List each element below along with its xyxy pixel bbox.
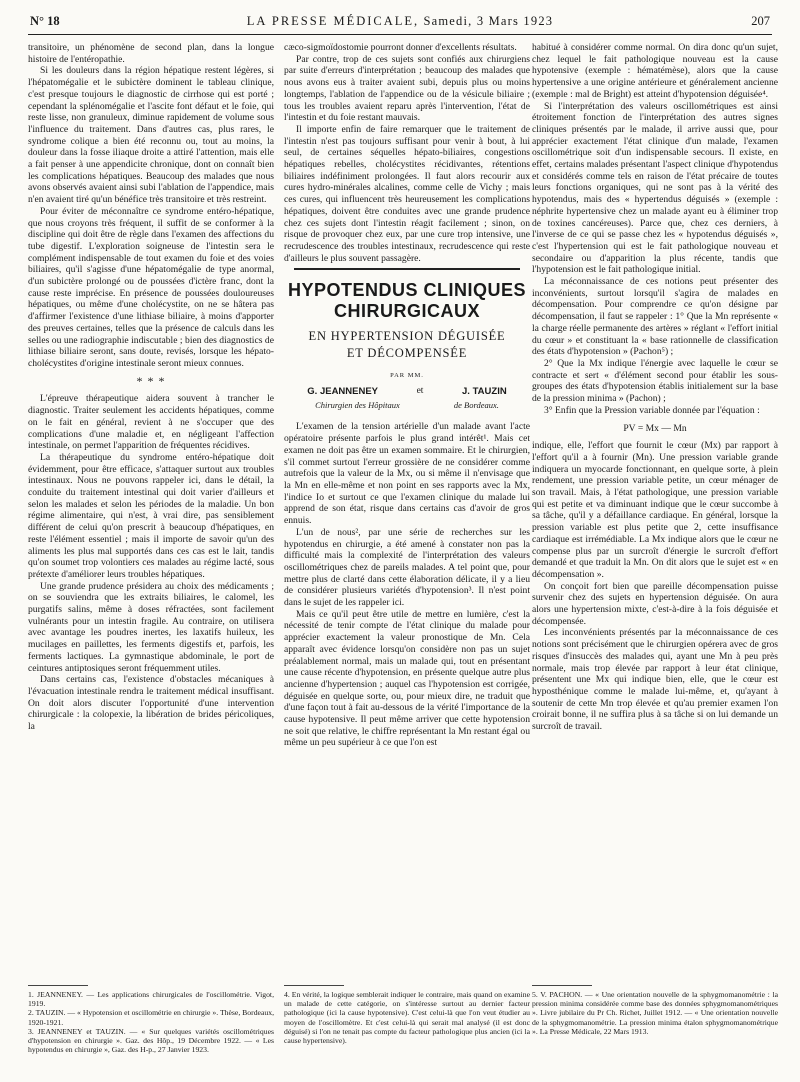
paragraph: 3° Enfin que la Pression variable donnée par l'équation :: [544, 404, 760, 416]
paragraph: L'un de nous², par une série de recherches sur les hypotendus en chirurgie, a été amené à constater non pas la difficulté mais la complexité de l'interprétation des valeurs oscillométriques chez de pareils malades. A tel point que, pour mettre plus de clarté dans cette élaboration délicate, il y a lieu de considérer plusieurs variétés d'hypotension³. Il n'est point dans le sujet de les rappeler ici.: [284, 526, 530, 609]
journal-running-title: [28, 10, 772, 32]
footnotes-middle: [284, 985, 530, 1075]
footnote: 1. JEANNENEY. — Les applications chirurgicales de l'oscillométrie. Vigot, 1919.: [28, 990, 274, 1009]
paragraph: On conçoit fort bien que pareille décompensation puisse survenir chez des sujets en hypertension déguisée. On aura alors une hypertension mixte, c'est-à-dire à la fois déguisée et décompensée.: [532, 580, 778, 627]
footnotes-right: [532, 985, 778, 1075]
column-left: [28, 42, 274, 982]
affiliation: de Bordeaux.: [453, 399, 499, 410]
paragraph: Si les douleurs dans la région hépatique restent légères, si l'hépatomégalie et le subictère dominent le tableau clinique, c'est presque toujours le diagnostic de cirrhose qui est porté ; cependant la splénomégalie et l'ascite font défaut et le foie, qui reste lisse, non granuleux, diminue rapidement de volume sous l'influence du traitement. Dans d'autres cas, plus rares, le syndrome colique a bien été reconnu ou, tout au moins, la douleur dans la fosse iliaque droite a attiré l'attention, mais elle a fait penser à une appendicite chronique, dont on connaît bien les complications hépatiques. Beaucoup des malades que nous avons observés avaient ainsi subi l'ablation de l'appendice, mais n'en avaient tiré qu'un bénéfice très transitoire et très restreint.: [28, 65, 274, 206]
paragraph: Dans certains cas, l'existence d'obstacles mécaniques à l'évacuation intestinale rendra le traitement médical insuffisant. On doit alors discuter l'opportunité d'une intervention chirurgicale : la colopexie, la libération de brides péricoliques, la: [28, 674, 274, 733]
subtitle-line: EN HYPERTENSION DÉGUISÉE: [308, 329, 506, 344]
paragraph: 2° Que la Mx indique l'énergie avec laquelle le cœur se contracte et sert « d'élément second pour établir les sous-groupes des états d'hypotension établis initialement sur la base de la pression minima » (Pachon) ;: [532, 357, 778, 405]
paragraph: Les inconvénients présentés par la méconnaissance de ces notions sont précisément que le chirurgien opérera avec de gros risques d'insuccès des malades qui, ayant une Mn à peu près normale, mais trop élevée par rapport à leur état clinique, présentent une Mx qui indique bien, elle, que le cœur est hyposthénique comme le malade lui-même, et, qu'ayant à soutenir de cette Mn trop élevée et qu'au premier examen l'on croirait bonne, il ne suffira plus à sa tâche si on lui demande un surcroît de travail.: [532, 627, 778, 733]
paragraph: Si l'interprétation des valeurs oscillométriques est ainsi étroitement fonction de l'interprétation des autres signes cliniques présentés par le malade, il arrive aussi que, pour apprécier exactement l'état clinique d'un malade, l'examen oscillométrique soit d'un indispensable secours. Il existe, en effet, certains malades présentant l'aspect clinique d'hypotendus et considérés comme tels en raison de l'état précaire de toutes leurs fonctions organiques, qui ne sont pas à la vérité des hypotendus, mais des « hypertendus déguisés » (exemple : néphrite hypertensive chez un malade ayant eu à éliminer trop de toxines cancéreuses). Parce que, chez ces derniers, à l'inverse de ce qui se passe chez les « hypotendus déguisés », c'est l'hypertension qui est le fait pathologique nouveau et secondaire ou d'apparition la plus récente, tandis que l'hypotension est le fait pathologique initial.: [532, 100, 778, 276]
paragraph: Mais ce qu'il peut être utile de mettre en lumière, c'est la nécessité de tenir compte de l'état clinique du malade pour apprécier exactement la valeur pronostique de Mn. Cela apparaît avec évidence lorsqu'on considère non pas un sujet préalablement normal, mais un malade qui, tout en présentant une cause récente d'hypotension, en présente quelque autre plus ancienne d'hypertension ; auquel cas l'hypotension est corrigée, déguisée en quelque sorte, ou, pour mieux dire, ne traduit que d'une façon tout à fait au-dessous de la vérité l'importance de la cause hypotensive. Il peut même arriver que cette hypotension ne soit que relative, le chiffre représentant la Mn restant égal ou même un peu supérieur à ce que l'on est: [284, 608, 530, 749]
footnote-rule: [28, 985, 88, 986]
subtitle-line: ET DÉCOMPENSÉE: [346, 346, 468, 361]
paragraph: L'examen de la tension artérielle d'un malade avant l'acte opératoire présente parfois le plus grand intérêt¹. Mais cet examen ne doit pas être un examen sommaire. Et le chirurgien, s'il commet surtout l'erreur grossière de ne considérer comme autrefois que la valeur de la Mx, ou si même il n'envisage que la Mn en elle-même et non point en ses rapports avec la Mx, l'indice Io et surtout ce que l'examen clinique du malade lui apprend de son état, risque dans certains cas d'avoir de gros ennuis.: [284, 421, 530, 527]
footnote-rule: [284, 985, 344, 986]
issue-date: Samedi, 3 Mars 1923: [423, 14, 554, 28]
article-subtitle: [284, 328, 530, 362]
affiliations: [288, 400, 526, 412]
paragraph: Pour éviter de méconnaître ce syndrome entéro-hépatique, que nous croyons très fréquent, il suffit de se conformer à la discipline qui doit être de règle dans l'examen des affections du tube digestif. L'exploration soigneuse de l'intestin sera le complément indispensable de tout examen du foie et des voies biliaires, qu'il s'agisse d'une hépatomégalie de type anormal, d'un subictère prolongé ou de poussées d'ictère franc, dont la cause reste imprécise. En présence de poussées douloureuses hépatiques, ou même d'une cholécystite, on ne se hâtera pas d'affirmer l'existence d'une lithiase biliaire, à moins d'apporter des preuves certaines, telles que la présence de calculs dans les selles ou une radiographie indiscutable ; bien des diagnostics de lithiase biliaire seront, sans doute, revisés, lorsque les hépato-cholécystites d'origine intestinale seront mieux connues.: [28, 205, 274, 369]
issue-number: N° 18: [30, 14, 60, 28]
paragraph: transitoire, un phénomène de second plan, dans la longue histoire de l'entéropathie.: [28, 42, 274, 65]
byline-par: PAR MM.: [390, 372, 424, 380]
affiliation: Chirurgien des Hôpitaux: [315, 399, 400, 410]
authors: [288, 386, 526, 398]
footnote: 3. JEANNENEY et TAUZIN. — « Sur quelques variétés oscillométriques d'hypotension en chirurgie ». Gaz. des Hôp., 19 Décembre 1922. — « Les hypotendus en chirurgie », Gaz. des H-p., 27 Janvier 1923.: [28, 1026, 274, 1055]
paragraph: Il importe enfin de faire remarquer que le traitement de l'intestin n'est pas toujours suffisant pour venir à bout, à lui seul, de certaines séquelles hépato-biliaires, congestions hépatiques rebelles, cholécystites récidivantes, rétentions biliaires indéfiniment prolongées. Il faut alors recourir aux cures hydro-minérales alcalines, comme celle de Vichy ; mais ces cures, qui influencent très heureusement les complications hépatiques, doivent être conduites avec une grande prudence chez ces sujets dont l'intestin réagit facilement ; sinon, on risque de provoquer chez eux, par une cure trop intensive, une recrudescence des troubles intestinaux, recrudescence qui reste d'ailleurs le plus souvent passagère.: [284, 123, 530, 264]
author-conjunction: et: [416, 386, 424, 397]
section-separator: * * *: [136, 373, 166, 388]
page-number: 207: [751, 14, 770, 28]
footnotes-left: [28, 985, 274, 1075]
paragraph: La thérapeutique du syndrome entéro-hépatique doit évidemment, pour être efficace, s'attaquer surtout aux troubles intestinaux. Nous ne pouvons rappeler ici, dans le détail, la conduite du traitement intestinal qui doit varier d'ailleurs et selon les malades et selon les périodes de la maladie. Un bon régime alimentaire, qui n'est, à vrai dire, pas sensiblement différent de celui qu'on prescrit à beaucoup d'hépatiques, en reste l'élément essentiel ; mais il importe de savoir qu'un des aliments les plus mal supportés dans ces cas est le lait, tandis qu'on soumet trop volontiers ces malades au régime lacté, sous prétexte d'améliorer leurs troubles hépatiques.: [28, 451, 274, 580]
journal-name: LA PRESSE MÉDICALE,: [246, 14, 420, 28]
paragraph: Une grande prudence présidera au choix des médicaments ; on se souviendra que les extraits biliaires, le calomel, les purgatifs salins, même à doses réfractées, sont facilement vulnérants pour un intestin fragile. Au contraire, on utilisera avec avantage les poudres inertes, les laxatifs huileux, les mucilages en paillettes, les ferments digestifs et, parfois, les ferments lactiques. La gymnastique abdominale, le port de ceintures antiptosiques seront fréquemment utiles.: [28, 580, 274, 674]
paragraph: Par contre, trop de ces sujets sont confiés aux chirurgiens par suite d'erreurs d'interprétation ; beaucoup des malades que nous avons eus à traiter avaient subi, depuis plus ou moins longtemps, l'ablation de l'appendice ou de la vésicule biliaire ; tous les troubles avaient reparu après l'intervention, l'état de l'intestin et du foie restant mauvais.: [284, 53, 530, 124]
column-middle: [284, 42, 530, 982]
footnote: 2. TAUZIN. — « Hypotension et oscillométrie en chirurgie ». Thèse, Bordeaux, 1920-1921.: [28, 1008, 274, 1027]
equation: PV = Mx — Mn: [623, 422, 687, 434]
paragraph: indique, elle, l'effort que fournit le cœur (Mx) par rapport à l'effort qu'il a à fournir (Mn). Une pression variable grande indiquera un myocarde fonctionnant, en quelque sorte, à plein rendement, une pression variable petite, un cœur ménager de son travail. Mais, à l'état pathologique, une pression variable qui est petite et va diminuant indique que le cœur succombe à sa tâche, qu'il y a défaillance cardiaque. En général, lorsque la pression variable est plus petite que 2, cette insuffisance cardiaque est irrémédiable. La Mx indique alors que le cœur ne compense plus par un surcroît d'énergie le surcroît d'effort demandé et que traduit la Mn. On dit alors que le sujet est « en décompensation ».: [532, 440, 778, 580]
author-name: J. TAUZIN: [462, 386, 507, 398]
article-divider: [294, 268, 520, 270]
paragraph: La méconnaissance de ces notions peut présenter des inconvénients, surtout lorsqu'il s'agira de malades en décompensation. Pour comprendre ce qu'on désigne par décompensation, il faut se rappeler : 1° Que la Mn représente « la charge réelle permanente des artères » réglant « l'effort initial du cœur » et constituant la « base rationnelle de classification des états d'hypotension » (Pachon⁵) ;: [532, 276, 778, 358]
footnote: 4. En vérité, la logique semblerait indiquer le contraire, mais quand on examine un malade de cette catégorie, on s'intéresse surtout au dernier facteur pathologique (ici la cause hypotensive). C'est celui-là que l'on veut étudier au moyen de l'oscillomètre. Et c'est celui-là qui serait mal analysé (il est donc déguisé) si l'on ne tenait pas compte du facteur pathologique plus ancien (ici la cause hypertensive).: [284, 990, 530, 1046]
page-header: [28, 10, 772, 35]
paragraph: cæco-sigmoïdostomie pourront donner d'excellents résultats.: [284, 42, 517, 53]
footnote: 5. V. PACHON. — « Une orientation nouvelle de la sphygmomanométrie : la pression minima considérée comme base des données sphygmomanométriques ». Livre jubilaire du Pr Ch. Richet, Juillet 1912. — « Une orientation nouvelle de la sphygmomanométrie. La pression minima étalon sphygmomanométrique ». La Presse Médicale, 22 Mars 1913.: [532, 990, 778, 1036]
paragraph: L'épreuve thérapeutique aidera souvent à trancher le diagnostic. Traiter seulement les accidents hépatiques, comme on le fait en général, revient à ne s'occuper que des complications d'une maladie et, en négligeant l'affection intestinale, on permet l'apparition de fréquentes récidives.: [28, 393, 274, 452]
article-title: HYPOTENDUS CLINIQUES CHIRURGICAUX: [287, 280, 527, 322]
footnote-rule: [532, 985, 592, 986]
paragraph: habitué à considérer comme normal. On dira donc qu'un sujet, chez lequel le fait pathologique nouveau est la cause hypotensive (exemple : hématémèse), alors que la cause hypertensive a une origine antérieure et généralement ancienne (exemple : mal de Bright) est atteint d'hypotension déguisée⁴.: [532, 42, 778, 100]
author-name: G. JEANNENEY: [307, 386, 379, 398]
column-right: [532, 42, 778, 982]
